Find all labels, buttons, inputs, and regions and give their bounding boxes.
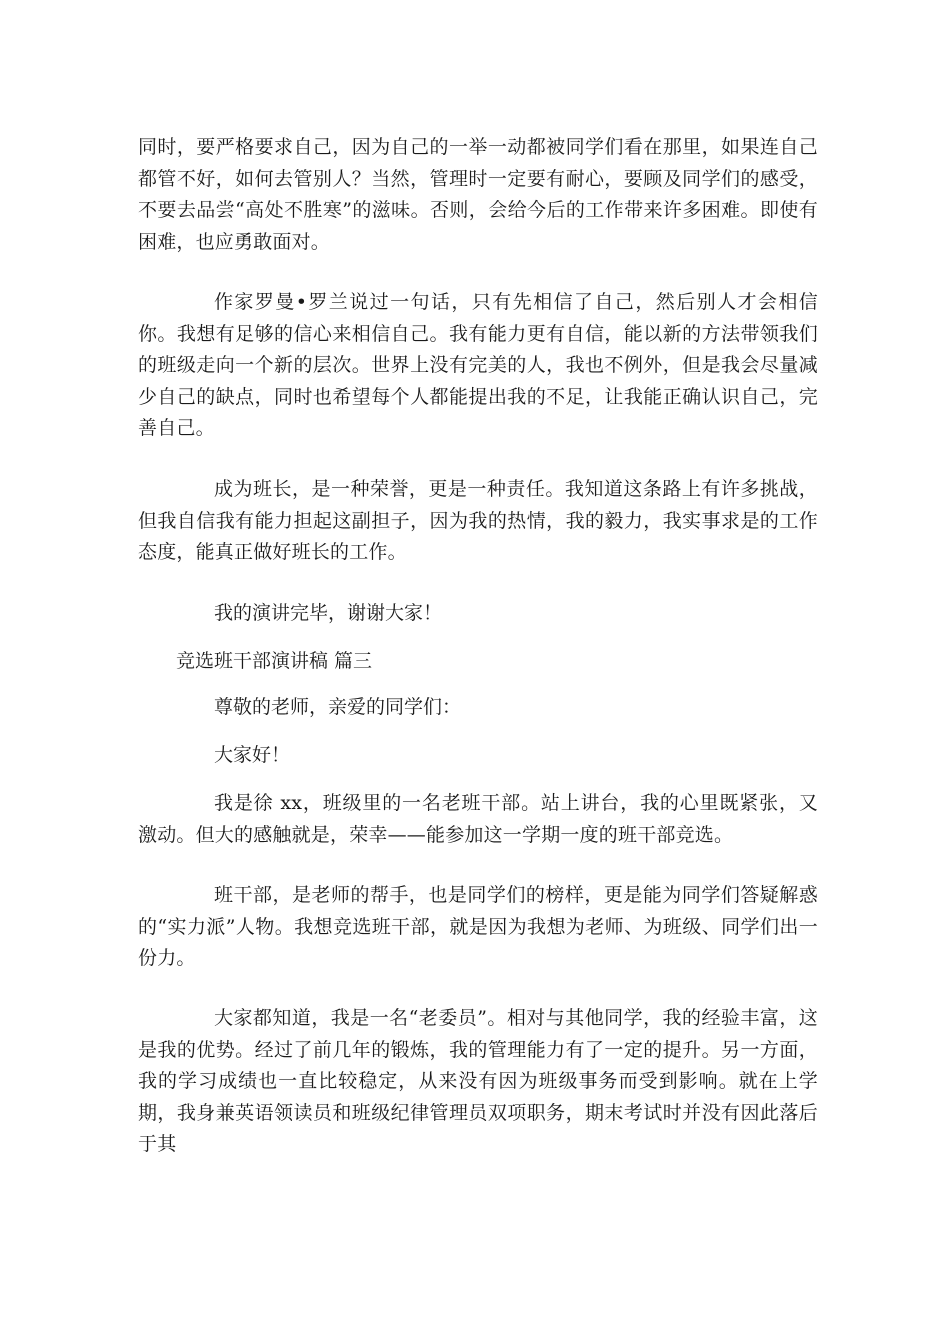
paragraph-1: 同时，要严格要求自己，因为自己的一举一动都被同学们看在那里，如果连自己都管不好，如何去管别人？当然，管理时一定要有耐心，要顾及同学们的感受，不要去品尝“高处不胜寒”的滋味。否则，会给今后的工作带来许多困难。即使有困难，也应勇敢面对。 (138, 136, 818, 253)
paragraph-6: 班干部，是老师的帮手，也是同学们的榜样，更是能为同学们答疑解惑的“实力派”人物。我想竞选班干部，就是因为我想为老师、为班级、同学们出一份力。 (138, 884, 818, 969)
paragraph-5: 我是徐 xx，班级里的一名老班干部。站上讲台，我的心里既紧张，又激动。但大的感触就是，荣幸——能参加这一学期一度的班干部竞选。 (138, 792, 818, 846)
greeting: 大家好！ (214, 744, 291, 766)
section-heading: 竞选班干部演讲稿 篇三 (176, 650, 373, 672)
paragraph-7: 大家都知道，我是一名“老委员”。相对与其他同学，我的经验丰富，这是我的优势。经过了前几年的锻炼，我的管理能力有了一定的提升。另一方面，我的学习成绩也一直比较稳定，从来没有因为班级事务而受到影响。就在上学期，我身兼英语领读员和班级纪律管理员双项职务，期末考试时并没有因此落后于其 (138, 1007, 818, 1155)
salutation: 尊敬的老师，亲爱的同学们： (214, 696, 462, 718)
paragraph-2: 作家罗曼•罗兰说过一句话，只有先相信了自己，然后别人才会相信你。我想有足够的信心来相信自己。我有能力更有自信，能以新的方法带领我们的班级走向一个新的层次。世界上没有完美的人，我也不例外，但是我会尽量减少自己的缺点，同时也希望每个人都能提出我的不足，让我能正确认识自己，完善自己。 (138, 291, 818, 439)
closing-line: 我的演讲完毕，谢谢大家！ (214, 602, 443, 624)
paragraph-3: 成为班长，是一种荣誉，更是一种责任。我知道这条路上有许多挑战，但我自信我有能力担起这副担子，因为我的热情，我的毅力，我实事求是的工作态度，能真正做好班长的工作。 (138, 478, 818, 563)
